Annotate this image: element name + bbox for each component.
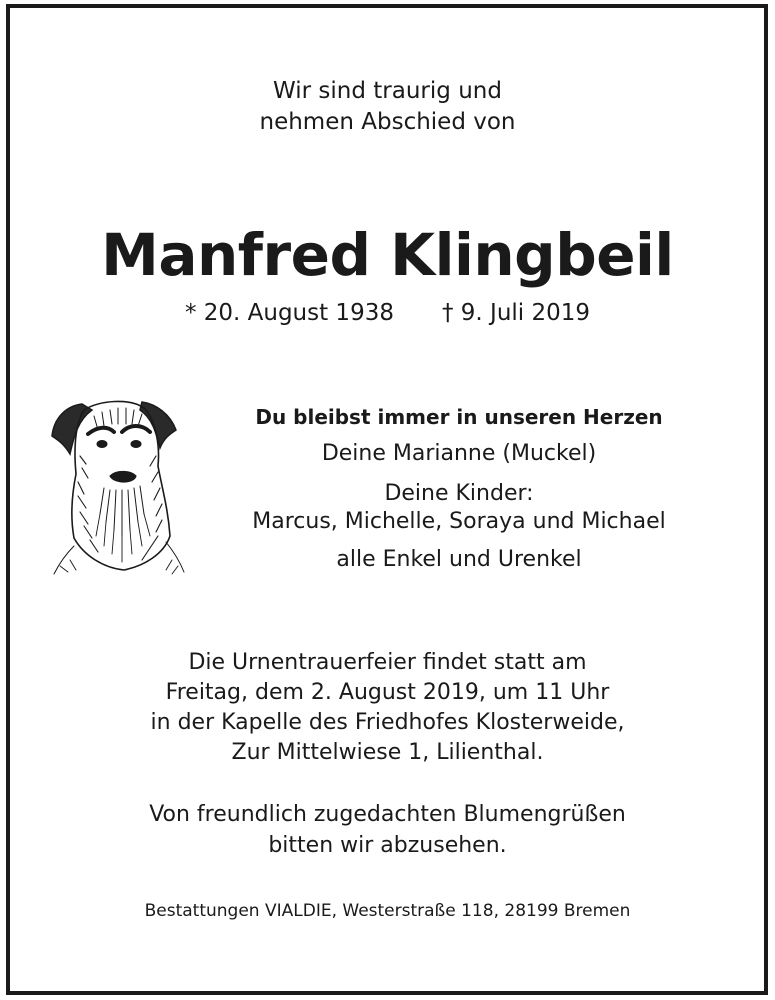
service-line: Die Urnentrauerfeier findet statt am [188, 650, 587, 675]
service-line: in der Kapelle des Friedhofes Klosterweide, [150, 710, 625, 735]
dedication-line: Du bleibst immer in unseren Herzen [255, 405, 663, 429]
flowers-note [0, 799, 775, 861]
life-dates [0, 296, 775, 330]
mourner-line: Deine Marianne (Muckel) [321, 441, 597, 466]
mourner-line: alle Enkel und Urenkel [336, 547, 582, 572]
flowers-line: Von freundlich zugedachten Blumengrüßen [149, 802, 626, 827]
service-line: Freitag, dem 2. August 2019, um 11 Uhr [165, 680, 610, 705]
intro-line-2: nehmen Abschied von [259, 109, 516, 135]
funeral-home: Bestattungen VIALDIE, Westerstraße 118, 28199 Bremen [144, 901, 631, 921]
mourner-line: Marcus, Michelle, Soraya und Michael [252, 509, 666, 534]
death-date: † 9. Juli 2019 [441, 300, 591, 326]
intro-text [0, 76, 775, 138]
birth-date: * 20. August 1938 [184, 300, 394, 326]
intro-line-1: Wir sind traurig und [273, 78, 502, 104]
flowers-line: bitten wir abzusehen. [268, 833, 507, 858]
schnauzer-dog-sketch-icon [44, 396, 190, 578]
service-info [0, 648, 775, 768]
deceased-name: Manfred Klingbeil [101, 221, 674, 289]
mourner-line: Deine Kinder: [384, 481, 534, 506]
service-line: Zur Mittelwiese 1, Lilienthal. [231, 740, 544, 765]
